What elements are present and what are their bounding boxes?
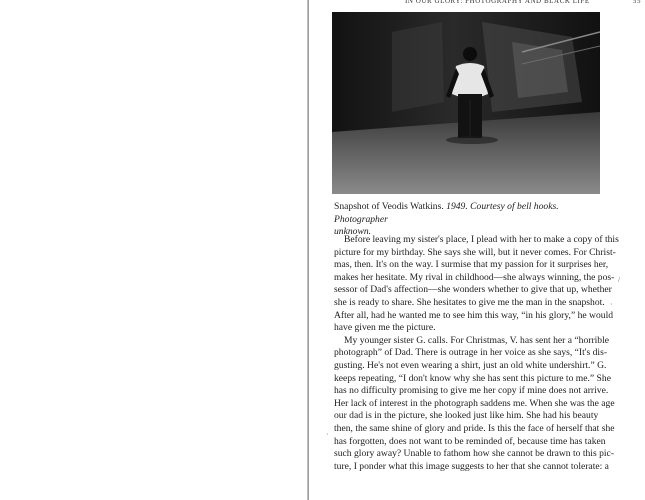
text-line: has forgotten, does not want to be reminded of, because time has taken	[334, 435, 606, 447]
paragraph-1	[334, 234, 619, 335]
photograph-image	[332, 12, 600, 194]
text-line: gusting. He's not even wearing a shirt, just an old white undershirt.” G.	[334, 359, 607, 371]
text-line: My younger sister G. calls. For Christmas, V. has sent her a “horrible	[344, 334, 610, 346]
scan-speck: ·	[326, 430, 329, 439]
scan-speck: /	[618, 275, 621, 284]
photo-caption	[334, 201, 612, 239]
running-head-title: IN OUR GLORY: PHOTOGRAPHY AND BLACK LIFE	[405, 0, 590, 5]
text-line: Her lack of interest in the photograph saddens me. When she was the age	[334, 397, 615, 409]
text-line: photograph” of Dad. There is outrage in her voice as she says, “It's dis-	[334, 347, 608, 359]
photograph	[332, 12, 600, 194]
text-line: she is ready to share. She hesitates to give me the man in the snapshot.	[334, 296, 605, 308]
paragraph-2	[334, 334, 615, 474]
text-line: makes her hesitate. My rival in childhood—she always winning, the pos-	[334, 271, 615, 283]
text-line: ture, I ponder what this image suggests to her that she cannot tolerate: a	[334, 460, 609, 472]
body-text	[334, 234, 619, 473]
text-line: picture for my birthday. She says she will, but it never comes. For Christ-	[334, 246, 616, 258]
text-line: then, the same shine of glory and pride. Is this the face of herself that she	[334, 422, 615, 434]
text-line: After all, had he wanted me to see him this way, “in his glory,” he would	[334, 309, 614, 321]
text-line: our dad is in the picture, she looked just like him. She had his beauty	[334, 410, 599, 422]
book-gutter	[307, 0, 309, 500]
caption-credit-line2: unknown.	[334, 226, 372, 237]
text-line: mas, then. It's on the way. I surmise that my passion for it surprises her,	[334, 259, 609, 271]
text-line: keeps repeating, “I don't know why she has sent this picture to me.” She	[334, 372, 611, 384]
text-line: Before leaving my sister's place, I plead with her to make a copy of this	[344, 234, 619, 245]
caption-text: Snapshot of Veodis Watkins.	[334, 201, 447, 212]
page-number: 55	[632, 0, 641, 5]
text-line: sessor of Dad's affection—she wonders whether to give that up, whether	[334, 284, 612, 296]
scan-speck: ·	[610, 300, 613, 309]
text-line: have given me the picture.	[334, 322, 436, 334]
text-line: has no difficulty promising to give me her copy if mine does not arrive.	[334, 385, 609, 397]
text-line: such glory away? Unable to fathom how she cannot be drawn to this pic-	[334, 448, 615, 460]
caption-credit-line1: 1949. Courtesy of bell hooks. Photographer	[334, 201, 559, 225]
running-head	[405, 0, 641, 5]
